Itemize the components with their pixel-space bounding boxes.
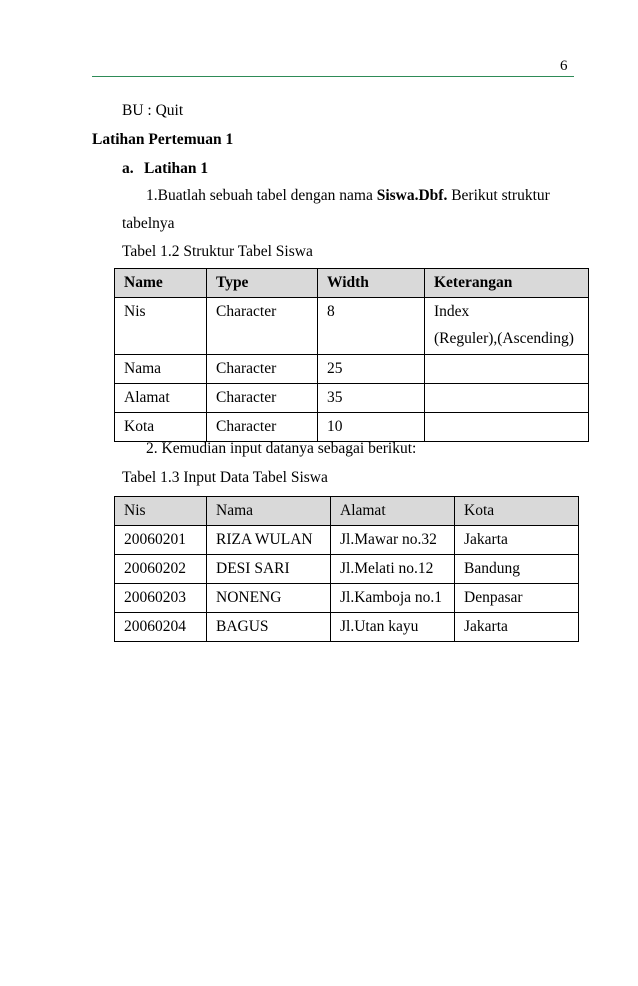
header-cell-keterangan: Keterangan xyxy=(425,269,589,298)
table-cell: RIZA WULAN xyxy=(207,526,331,555)
table-cell: BAGUS xyxy=(207,613,331,642)
header-cell-name: Name xyxy=(115,269,207,298)
page-number: 6 xyxy=(560,58,568,74)
table-row xyxy=(115,613,579,642)
table-cell: Character xyxy=(207,384,318,413)
table-row xyxy=(115,555,579,584)
table-cell: NONENG xyxy=(207,584,331,613)
header-cell-width: Width xyxy=(318,269,425,298)
table-cell: Bandung xyxy=(455,555,579,584)
cell-line: Index xyxy=(434,303,470,320)
table-header-row xyxy=(115,269,589,298)
table-cell: 20060202 xyxy=(115,555,207,584)
table-cell: 20060201 xyxy=(115,526,207,555)
instruction-1-post: Berikut struktur xyxy=(447,187,550,204)
structure-table xyxy=(114,268,589,442)
table-cell: 20060204 xyxy=(115,613,207,642)
table-cell: Character xyxy=(207,298,318,355)
table-cell xyxy=(425,298,589,355)
table-cell xyxy=(425,384,589,413)
instruction-2: 2. Kemudian input datanya sebagai berikut: xyxy=(146,440,417,457)
header-cell-nama: Nama xyxy=(207,497,331,526)
bu-quit-text: BU : Quit xyxy=(122,102,184,119)
table-cell: Nama xyxy=(115,355,207,384)
instruction-1-continued: tabelnya xyxy=(122,215,175,232)
subsection-title: Latihan 1 xyxy=(144,160,209,177)
table-cell: Kota xyxy=(115,413,207,442)
table-cell: 20060203 xyxy=(115,584,207,613)
table-cell: 8 xyxy=(318,298,425,355)
cell-line: (Reguler),(Ascending) xyxy=(434,330,574,347)
instruction-1-pre: 1.Buatlah sebuah tabel dengan nama xyxy=(146,187,377,204)
table-cell: Character xyxy=(207,355,318,384)
table-cell: 35 xyxy=(318,384,425,413)
table-row xyxy=(115,584,579,613)
header-divider xyxy=(92,76,574,77)
table-cell: Jakarta xyxy=(455,613,579,642)
table-row xyxy=(115,526,579,555)
table-cell: Jakarta xyxy=(455,526,579,555)
table-header-row xyxy=(115,497,579,526)
table-cell xyxy=(425,413,589,442)
table-cell: Jl.Kamboja no.1 xyxy=(331,584,455,613)
table-cell: Jl.Mawar no.32 xyxy=(331,526,455,555)
table-cell: Denpasar xyxy=(455,584,579,613)
table-row xyxy=(115,413,589,442)
table-cell: Alamat xyxy=(115,384,207,413)
table-cell xyxy=(425,355,589,384)
header-cell-alamat: Alamat xyxy=(331,497,455,526)
table-cell: Character xyxy=(207,413,318,442)
header-cell-nis: Nis xyxy=(115,497,207,526)
table-row xyxy=(115,355,589,384)
table-row xyxy=(115,298,589,355)
table-cell: 10 xyxy=(318,413,425,442)
header-cell-type: Type xyxy=(207,269,318,298)
table-cell: Jl.Melati no.12 xyxy=(331,555,455,584)
table-caption-2: Tabel 1.3 Input Data Tabel Siswa xyxy=(122,469,328,486)
instruction-1 xyxy=(146,187,550,205)
subsection-marker: a. xyxy=(122,160,134,177)
header-cell-kota: Kota xyxy=(455,497,579,526)
data-table xyxy=(114,496,579,642)
table-cell: Jl.Utan kayu xyxy=(331,613,455,642)
table-caption-1: Tabel 1.2 Struktur Tabel Siswa xyxy=(122,243,313,260)
table-row xyxy=(115,384,589,413)
section-title: Latihan Pertemuan 1 xyxy=(92,131,234,148)
instruction-1-filename: Siswa.Dbf. xyxy=(376,187,448,204)
table-cell: Nis xyxy=(115,298,207,355)
table-cell: DESI SARI xyxy=(207,555,331,584)
table-cell: 25 xyxy=(318,355,425,384)
